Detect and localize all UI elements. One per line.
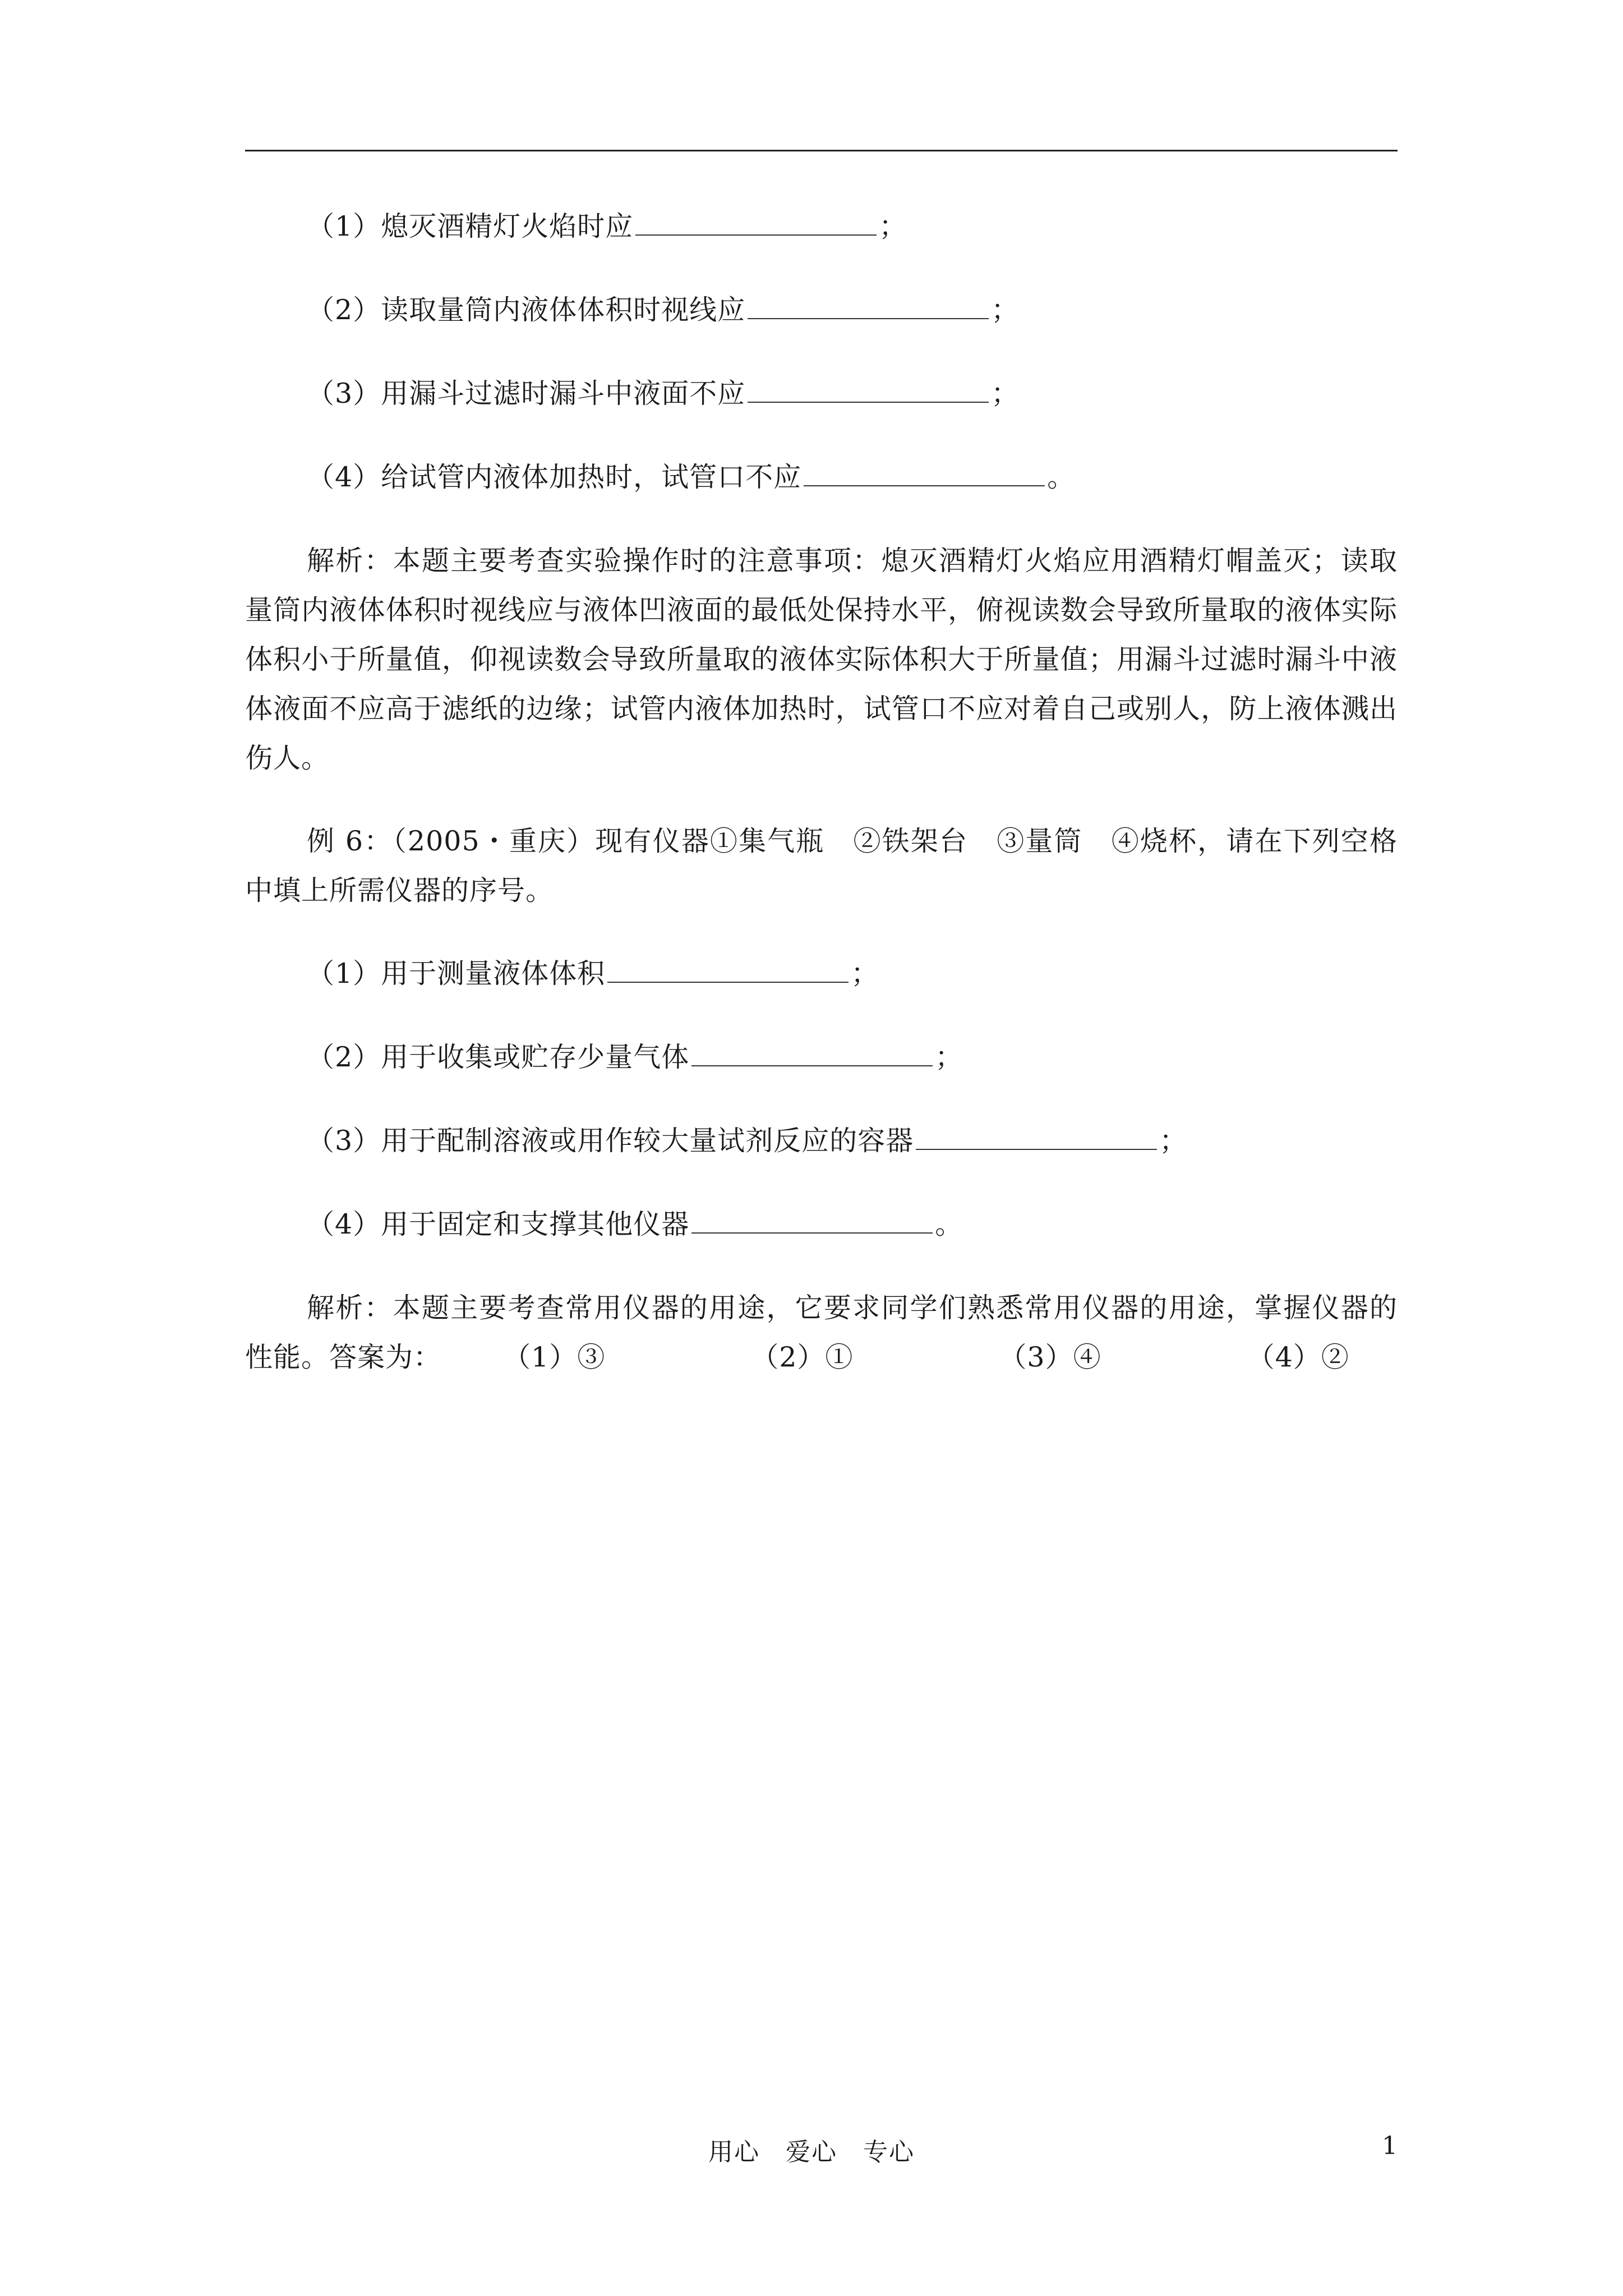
question-label: （1）用于测量液体体积 bbox=[307, 958, 606, 990]
question-item bbox=[245, 202, 1398, 251]
question-end: ； bbox=[1159, 1125, 1188, 1157]
page-number: 1 bbox=[1382, 2132, 1398, 2160]
question-label: （4）给试管内液体加热时，试管口不应 bbox=[307, 461, 802, 493]
answer-blank[interactable] bbox=[607, 956, 849, 983]
question-label: （4）用于固定和支撑其他仪器 bbox=[307, 1208, 690, 1240]
question-item bbox=[245, 949, 1398, 999]
answer-item: （4）② bbox=[1247, 1341, 1349, 1373]
question-end: ； bbox=[935, 1041, 963, 1073]
question-label: （1）熄灭酒精灯火焰时应 bbox=[307, 210, 634, 242]
answer-item: （3）④ bbox=[999, 1341, 1101, 1373]
header-rule bbox=[245, 150, 1398, 151]
answer-item: （2）① bbox=[751, 1341, 854, 1373]
question-item bbox=[245, 369, 1398, 418]
answer-item: （1）③ bbox=[503, 1341, 606, 1373]
answer-list bbox=[441, 1341, 1349, 1373]
answer-blank[interactable] bbox=[691, 1207, 933, 1234]
answer-blank[interactable] bbox=[916, 1123, 1157, 1150]
analysis-text: 解析：本题主要考查常用仪器的用途，它要求同学们熟悉常用仪器的用途，掌握仪器的性能。答案为： bbox=[245, 1292, 1398, 1373]
answer-analysis-paragraph bbox=[245, 1283, 1398, 1382]
question-item bbox=[245, 286, 1398, 335]
question-label: （3）用漏斗过滤时漏斗中液面不应 bbox=[307, 378, 746, 409]
answer-blank[interactable] bbox=[748, 292, 989, 319]
answer-blank[interactable] bbox=[804, 459, 1045, 486]
question-item bbox=[245, 453, 1398, 502]
question-item bbox=[245, 1033, 1398, 1082]
question-end: 。 bbox=[935, 1208, 963, 1240]
question-label: （2）读取量筒内液体体积时视线应 bbox=[307, 294, 746, 326]
question-end: 。 bbox=[1047, 461, 1076, 493]
question-end: ； bbox=[991, 294, 1020, 326]
question-label: （2）用于收集或贮存少量气体 bbox=[307, 1041, 690, 1073]
answer-blank[interactable] bbox=[691, 1039, 933, 1066]
question-end: ； bbox=[991, 378, 1020, 409]
question-item bbox=[245, 1200, 1398, 1249]
question-item bbox=[245, 1116, 1398, 1166]
example-stem: 例 6：（2005・重庆）现有仪器①集气瓶 ②铁架台 ③量筒 ④烧杯，请在下列空格中填上所需仪器的序号。 bbox=[245, 825, 1398, 907]
question-label: （3）用于配制溶液或用作较大量试剂反应的容器 bbox=[307, 1125, 914, 1157]
page-content bbox=[245, 202, 1398, 1416]
footer-motto: 用心 爱心 专心 bbox=[708, 2138, 915, 2166]
answer-blank[interactable] bbox=[748, 376, 989, 403]
answer-blank[interactable] bbox=[635, 209, 877, 236]
question-end: ； bbox=[879, 210, 907, 242]
analysis-paragraph: 解析：本题主要考查实验操作时的注意事项：熄灭酒精灯火焰应用酒精灯帽盖灭；读取量筒内液体体积时视线应与液体凹液面的最低处保持水平，俯视读数会导致所量取的液体实际体积小于所量值，仰视读数会导致所量取的液体实际体积大于所量值；用漏斗过滤时漏斗中液体液面不应高于滤纸的边缘；试管内液体加热时，试管口不应对着自己或别人，防上液体溅出伤人。 bbox=[245, 545, 1398, 774]
question-end: ； bbox=[851, 958, 879, 990]
